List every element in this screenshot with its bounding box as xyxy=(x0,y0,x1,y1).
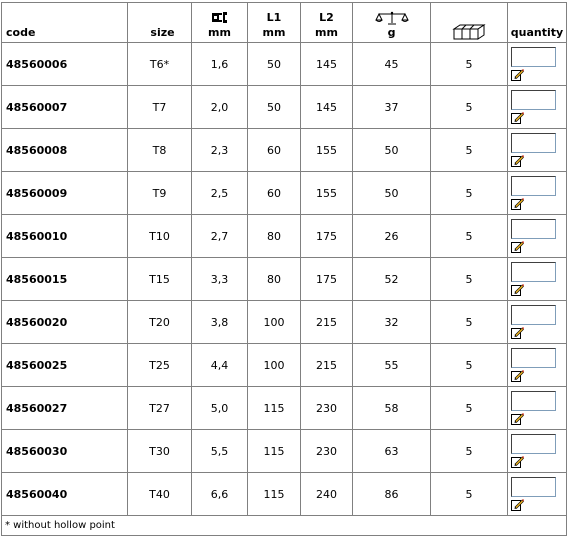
edit-pencil-icon[interactable] xyxy=(511,154,524,167)
package-cell: 5 xyxy=(431,215,508,258)
diameter-cell: 4,4 xyxy=(192,344,248,387)
package-cell: 5 xyxy=(431,43,508,86)
diameter-cell: 1,6 xyxy=(192,43,248,86)
l1-cell: 115 xyxy=(248,473,301,516)
package-cell: 5 xyxy=(431,344,508,387)
header-package xyxy=(431,3,508,43)
header-diameter xyxy=(192,3,248,43)
quantity-input[interactable] xyxy=(511,47,556,67)
scale-icon xyxy=(375,11,409,25)
l2-cell: 240 xyxy=(301,473,353,516)
quantity-input[interactable] xyxy=(511,434,556,454)
header-size: size xyxy=(128,3,192,43)
size-cell: T40 xyxy=(128,473,192,516)
l2-cell: 145 xyxy=(301,43,353,86)
l2-cell: 155 xyxy=(301,172,353,215)
diameter-cell: 5,0 xyxy=(192,387,248,430)
quantity-input[interactable] xyxy=(511,90,556,110)
header-l2 xyxy=(301,3,353,43)
weight-cell: 32 xyxy=(353,301,431,344)
diameter-cell: 3,8 xyxy=(192,301,248,344)
quantity-input[interactable] xyxy=(511,219,556,239)
package-cell: 5 xyxy=(431,258,508,301)
diameter-cell: 3,3 xyxy=(192,258,248,301)
size-cell: T8 xyxy=(128,129,192,172)
l1-cell: 60 xyxy=(248,172,301,215)
code-cell: 48560030 xyxy=(2,430,128,473)
l2-cell: 215 xyxy=(301,301,353,344)
code-cell: 48560027 xyxy=(2,387,128,430)
l1-cell: 115 xyxy=(248,430,301,473)
quantity-cell xyxy=(508,258,567,301)
size-cell: T9 xyxy=(128,172,192,215)
table-row xyxy=(2,258,567,301)
footnote-row xyxy=(2,516,567,536)
table-row xyxy=(2,344,567,387)
quantity-cell xyxy=(508,86,567,129)
l1-cell: 100 xyxy=(248,344,301,387)
table-row xyxy=(2,86,567,129)
header-l2-unit: mm xyxy=(315,26,338,39)
header-l1-unit: mm xyxy=(262,26,286,39)
l1-cell: 50 xyxy=(248,86,301,129)
edit-pencil-icon[interactable] xyxy=(511,498,524,511)
quantity-input[interactable] xyxy=(511,176,556,196)
code-cell: 48560006 xyxy=(2,43,128,86)
hex-key-icon xyxy=(210,11,230,24)
size-cell: T15 xyxy=(128,258,192,301)
size-cell: T27 xyxy=(128,387,192,430)
diameter-cell: 2,5 xyxy=(192,172,248,215)
quantity-cell xyxy=(508,43,567,86)
product-table xyxy=(1,2,567,536)
code-cell: 48560009 xyxy=(2,172,128,215)
package-cell: 5 xyxy=(431,387,508,430)
edit-pencil-icon[interactable] xyxy=(511,283,524,296)
package-cell: 5 xyxy=(431,172,508,215)
quantity-input[interactable] xyxy=(511,305,556,325)
header-diameter-unit: mm xyxy=(208,26,231,39)
l1-cell: 60 xyxy=(248,129,301,172)
weight-cell: 26 xyxy=(353,215,431,258)
table-row xyxy=(2,473,567,516)
edit-pencil-icon[interactable] xyxy=(511,197,524,210)
table-row xyxy=(2,215,567,258)
edit-pencil-icon[interactable] xyxy=(511,240,524,253)
l2-cell: 230 xyxy=(301,387,353,430)
l1-cell: 100 xyxy=(248,301,301,344)
quantity-cell xyxy=(508,387,567,430)
diameter-cell: 5,5 xyxy=(192,430,248,473)
header-l1 xyxy=(248,3,301,43)
package-cell: 5 xyxy=(431,473,508,516)
edit-pencil-icon[interactable] xyxy=(511,326,524,339)
l1-cell: 80 xyxy=(248,215,301,258)
edit-pencil-icon[interactable] xyxy=(511,111,524,124)
weight-cell: 45 xyxy=(353,43,431,86)
size-cell: T25 xyxy=(128,344,192,387)
quantity-cell xyxy=(508,215,567,258)
table-header-row xyxy=(2,3,567,43)
weight-cell: 58 xyxy=(353,387,431,430)
l1-cell: 115 xyxy=(248,387,301,430)
quantity-cell xyxy=(508,430,567,473)
edit-pencil-icon[interactable] xyxy=(511,455,524,468)
package-cell: 5 xyxy=(431,301,508,344)
quantity-cell xyxy=(508,344,567,387)
quantity-cell xyxy=(508,172,567,215)
header-code: code xyxy=(2,3,128,43)
code-cell: 48560020 xyxy=(2,301,128,344)
package-cell: 5 xyxy=(431,129,508,172)
weight-cell: 63 xyxy=(353,430,431,473)
l2-cell: 215 xyxy=(301,344,353,387)
header-l2-label: L2 xyxy=(319,11,334,24)
header-quantity: quantity xyxy=(508,3,567,43)
size-cell: T6* xyxy=(128,43,192,86)
package-cell: 5 xyxy=(431,430,508,473)
diameter-cell: 2,0 xyxy=(192,86,248,129)
weight-cell: 50 xyxy=(353,129,431,172)
table-row xyxy=(2,172,567,215)
quantity-input[interactable] xyxy=(511,391,556,411)
size-cell: T20 xyxy=(128,301,192,344)
l1-cell: 50 xyxy=(248,43,301,86)
weight-cell: 50 xyxy=(353,172,431,215)
size-cell: T7 xyxy=(128,86,192,129)
l2-cell: 155 xyxy=(301,129,353,172)
code-cell: 48560040 xyxy=(2,473,128,516)
size-cell: T10 xyxy=(128,215,192,258)
size-cell: T30 xyxy=(128,430,192,473)
quantity-cell xyxy=(508,129,567,172)
quantity-cell xyxy=(508,301,567,344)
quantity-input[interactable] xyxy=(511,477,556,497)
quantity-input[interactable] xyxy=(511,262,556,282)
table-row xyxy=(2,430,567,473)
l2-cell: 175 xyxy=(301,258,353,301)
weight-cell: 52 xyxy=(353,258,431,301)
table-row xyxy=(2,301,567,344)
code-cell: 48560025 xyxy=(2,344,128,387)
quantity-input[interactable] xyxy=(511,133,556,153)
footnote: * without hollow point xyxy=(2,516,567,536)
weight-cell: 37 xyxy=(353,86,431,129)
table-row xyxy=(2,129,567,172)
weight-cell: 86 xyxy=(353,473,431,516)
diameter-cell: 2,7 xyxy=(192,215,248,258)
edit-pencil-icon[interactable] xyxy=(511,68,524,81)
l2-cell: 175 xyxy=(301,215,353,258)
package-icon xyxy=(452,24,486,40)
quantity-cell xyxy=(508,473,567,516)
code-cell: 48560015 xyxy=(2,258,128,301)
edit-pencil-icon[interactable] xyxy=(511,412,524,425)
table-row xyxy=(2,387,567,430)
header-l1-label: L1 xyxy=(266,11,282,24)
l1-cell: 80 xyxy=(248,258,301,301)
header-weight xyxy=(353,3,431,43)
diameter-cell: 6,6 xyxy=(192,473,248,516)
l2-cell: 145 xyxy=(301,86,353,129)
code-cell: 48560007 xyxy=(2,86,128,129)
code-cell: 48560010 xyxy=(2,215,128,258)
edit-pencil-icon[interactable] xyxy=(511,369,524,382)
header-weight-unit: g xyxy=(387,26,396,39)
package-cell: 5 xyxy=(431,86,508,129)
l2-cell: 230 xyxy=(301,430,353,473)
diameter-cell: 2,3 xyxy=(192,129,248,172)
weight-cell: 55 xyxy=(353,344,431,387)
code-cell: 48560008 xyxy=(2,129,128,172)
table-row xyxy=(2,43,567,86)
quantity-input[interactable] xyxy=(511,348,556,368)
